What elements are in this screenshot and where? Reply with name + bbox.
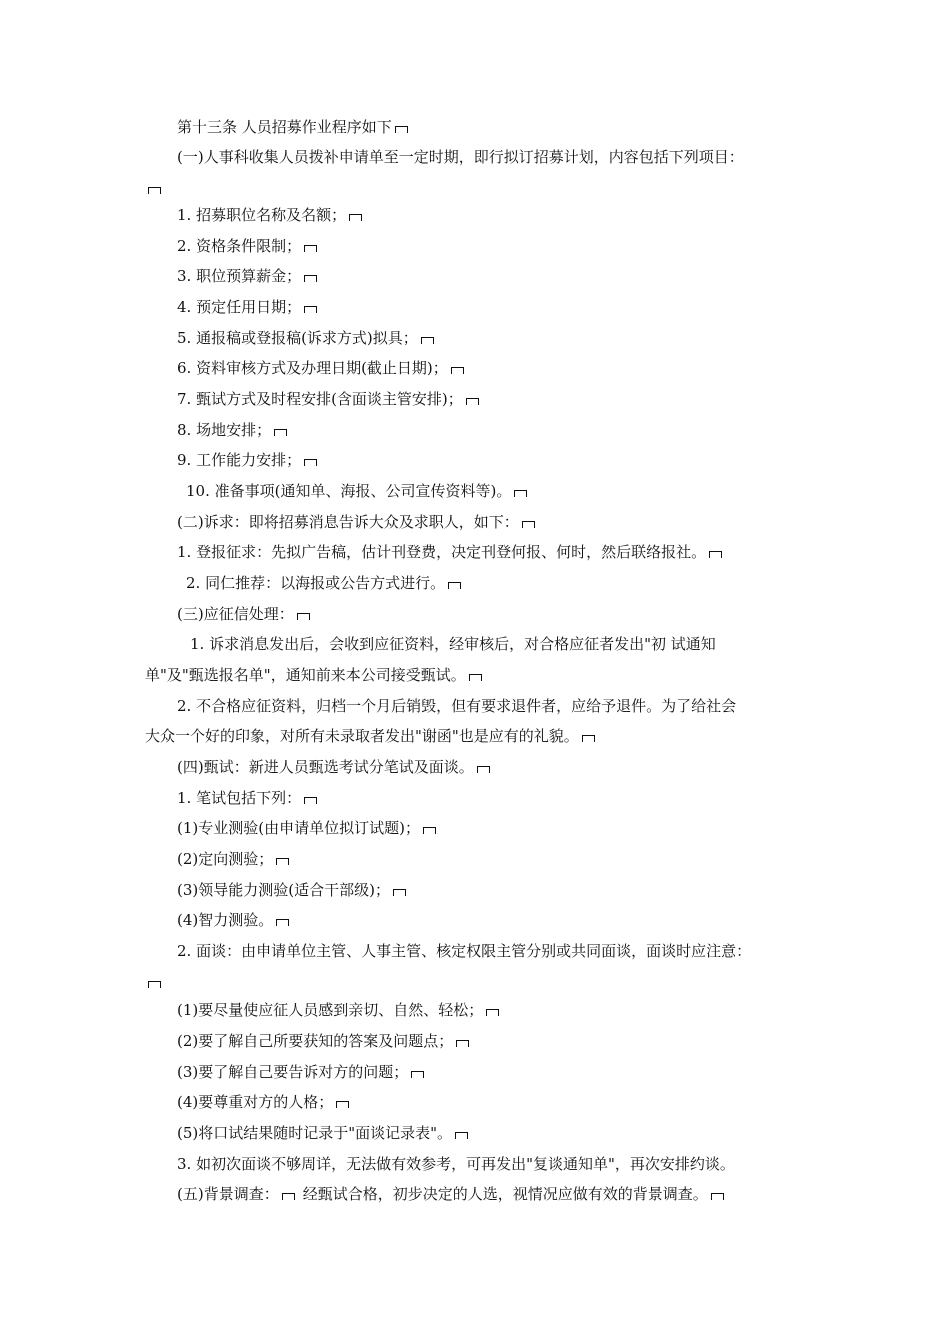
paragraph-line: 2. 面谈：由申请单位主管、人事主管、核定权限主管分别或共同面谈，面谈时应注意：	[177, 942, 752, 960]
paragraph-mark-icon	[456, 1040, 469, 1047]
article-heading: 第十三条 人员招募作业程序如下	[177, 117, 408, 137]
paragraph-mark-icon	[711, 1193, 724, 1200]
paragraph-mark-icon	[282, 1193, 295, 1200]
list-item: (5)将口试结果随时记录于"面谈记录表"。	[177, 1123, 468, 1143]
paragraph-mark-icon	[448, 582, 461, 589]
section-2-heading: (二)诉求：即将招募消息告诉大众及求职人，如下：	[177, 512, 535, 532]
paragraph-mark-icon	[304, 306, 317, 313]
paragraph-mark-icon	[451, 367, 464, 374]
paragraph-mark-icon	[582, 735, 595, 742]
paragraph-mark-icon	[514, 490, 527, 497]
list-item: 8. 场地安排；	[177, 420, 287, 440]
list-item: (4)要尊重对方的人格；	[177, 1092, 349, 1112]
paragraph-line: 大众一个好的印象，对所有未录取者发出"谢函"也是应有的礼貌。	[145, 726, 595, 746]
paragraph-mark-icon	[477, 766, 490, 773]
paragraph-line: 单"及"甄选报名单"，通知前来本公司接受甄试。	[145, 665, 482, 685]
paragraph-line: 3. 如初次面谈不够周详，无法做有效参考，可再发出"复谈通知单"，再次安排约谈。	[177, 1155, 735, 1173]
list-item: (3)领导能力测验(适合干部级)；	[177, 880, 406, 900]
paragraph-mark-icon	[522, 521, 535, 528]
list-item: 3. 职位预算薪金；	[177, 266, 317, 286]
paragraph-mark-icon	[709, 551, 722, 558]
list-item: 1. 登报征求：先拟广告稿，估计刊登费，决定刊登何报、何时，然后联络报社。	[177, 542, 722, 562]
paragraph-mark-icon	[297, 613, 310, 620]
list-item: 5. 通报稿或登报稿(诉求方式)拟具；	[177, 328, 434, 348]
paragraph-mark-icon	[393, 889, 406, 896]
list-item: 7. 甄试方式及时程安排(含面谈主管安排)；	[177, 389, 479, 409]
paragraph-mark-icon	[148, 981, 161, 988]
paragraph-mark-icon	[304, 797, 317, 804]
paragraph-mark-icon	[411, 1071, 424, 1078]
list-item: 6. 资料审核方式及办理日期(截止日期)；	[177, 358, 464, 378]
list-item: (2)定向测验；	[177, 849, 289, 869]
paragraph-mark-icon	[148, 187, 161, 194]
section-5-heading: (五)背景调查： 经甄试合格，初步决定的人选，视情况应做有效的背景调查。	[177, 1184, 724, 1204]
list-item: 9. 工作能力安排；	[177, 450, 317, 470]
paragraph-line: 2. 不合格应征资料，归档一个月后销毁，但有要求退件者，应给予退件。为了给社会	[177, 697, 737, 715]
empty-line	[145, 178, 161, 198]
paragraph-mark-icon	[304, 275, 317, 282]
paragraph-mark-icon	[486, 1009, 499, 1016]
list-item: 1. 招募职位名称及名额；	[177, 205, 362, 225]
paragraph-mark-icon	[274, 429, 287, 436]
list-item: (1)专业测验(由申请单位拟订试题)；	[177, 818, 436, 838]
list-item: 2. 同仁推荐：以海报或公告方式进行。	[186, 573, 461, 593]
paragraph-mark-icon	[304, 459, 317, 466]
empty-line	[145, 972, 161, 992]
list-item: 1. 笔试包括下列：	[177, 788, 317, 808]
paragraph-mark-icon	[395, 126, 408, 133]
paragraph-mark-icon	[304, 245, 317, 252]
paragraph-mark-icon	[349, 214, 362, 221]
paragraph-mark-icon	[469, 674, 482, 681]
list-item: (2)要了解自己所要获知的答案及问题点；	[177, 1031, 469, 1051]
section-4-heading: (四)甄试：新进人员甄选考试分笔试及面谈。	[177, 757, 490, 777]
list-item: (3)要了解自己要告诉对方的问题；	[177, 1062, 424, 1082]
list-item: 4. 预定任用日期；	[177, 297, 317, 317]
paragraph-mark-icon	[455, 1132, 468, 1139]
list-item: 10. 准备事项(通知单、海报、公司宣传资料等)。	[186, 481, 527, 501]
paragraph-mark-icon	[423, 827, 436, 834]
list-item: 2. 资格条件限制；	[177, 236, 317, 256]
list-item: (4)智力测验。	[177, 910, 289, 930]
paragraph-mark-icon	[421, 337, 434, 344]
section-3-heading: (三)应征信处理：	[177, 604, 310, 624]
paragraph-mark-icon	[276, 919, 289, 926]
list-item: (1)要尽量使应征人员感到亲切、自然、轻松；	[177, 1000, 499, 1020]
paragraph-mark-icon	[276, 858, 289, 865]
paragraph-mark-icon	[466, 398, 479, 405]
paragraph-line: 1. 诉求消息发出后，会收到应征资料，经审核后，对合格应征者发出"初 试通知	[190, 635, 716, 653]
section-1-heading: (一)人事科收集人员拨补申请单至一定时期，即行拟订招募计划，内容包括下列项目：	[177, 148, 744, 166]
paragraph-mark-icon	[336, 1101, 349, 1108]
